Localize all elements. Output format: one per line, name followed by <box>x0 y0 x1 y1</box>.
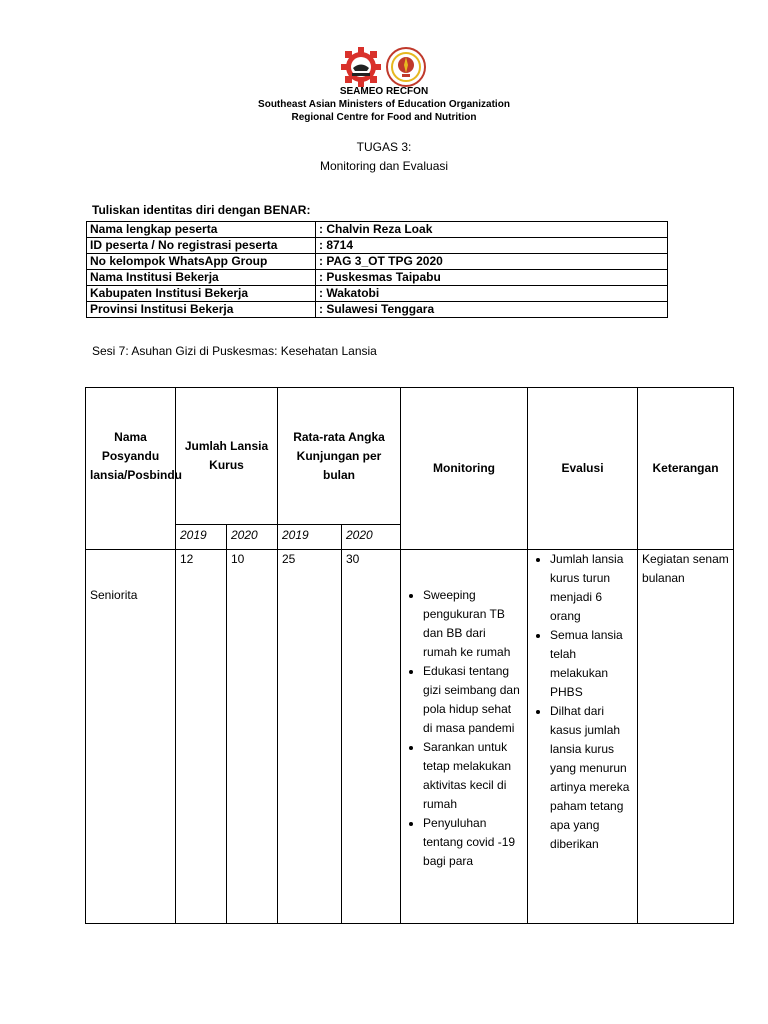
keterangan-cell: Kegiatan senam bulanan <box>638 550 734 924</box>
evaluasi-list <box>532 550 633 854</box>
value-jumlah-2019: 12 <box>176 550 227 924</box>
header-keterangan: Keterangan <box>638 388 734 550</box>
identity-label: Nama lengkap peserta <box>87 222 316 238</box>
year-label: 2019 <box>176 525 227 550</box>
year-label: 2020 <box>227 525 278 550</box>
monitoring-table <box>85 387 734 924</box>
year-label: 2019 <box>278 525 342 550</box>
identity-label: Provinsi Institusi Bekerja <box>87 302 316 318</box>
year-label: 2020 <box>342 525 401 550</box>
session-title: Sesi 7: Asuhan Gizi di Puskesmas: Kesehatan Lansia <box>92 344 377 358</box>
identity-value: : Sulawesi Tenggara <box>316 302 668 318</box>
centre-name: Regional Centre for Food and Nutrition <box>291 112 477 123</box>
identity-table <box>86 221 668 318</box>
monitoring-item: • Sarankan untuk tetap melakukan aktivitas kecil di rumah <box>423 738 523 814</box>
recfon-logo <box>385 46 427 88</box>
header-posyandu-spacer <box>86 525 176 550</box>
identity-instruction: Tuliskan identitas diri dengan BENAR: <box>92 203 311 217</box>
identity-row <box>87 254 668 270</box>
identity-value: : Wakatobi <box>316 286 668 302</box>
evaluasi-item: • Dilhat dari kasus jumlah lansia kurus yang menurun artinya mereka paham tetang apa yang diberikan <box>550 702 633 854</box>
identity-label: Kabupaten Institusi Bekerja <box>87 286 316 302</box>
identity-row <box>87 302 668 318</box>
header-jumlah: Jumlah Lansia Kurus <box>176 388 278 525</box>
monitoring-item: • Edukasi tentang gizi seimbang dan pola hidup sehat di masa pandemi <box>423 662 523 738</box>
identity-label: ID peserta / No registrasi peserta <box>87 238 316 254</box>
posyandu-name: Seniorita <box>86 550 176 924</box>
value-jumlah-2020: 10 <box>227 550 278 924</box>
identity-label: Nama Institusi Bekerja <box>87 270 316 286</box>
identity-row <box>87 238 668 254</box>
header-evaluasi: Evalusi <box>528 388 638 550</box>
value-rata-2020: 30 <box>342 550 401 924</box>
header-rata: Rata-rata Angka Kunjungan per bulan <box>278 388 401 525</box>
evaluasi-cell <box>528 550 638 924</box>
value-rata-2019: 25 <box>278 550 342 924</box>
header-posyandu: Nama Posyandu lansia/Posbindu <box>86 388 176 525</box>
monitoring-item: • Penyuluhan tentang covid -19 bagi para <box>423 814 523 871</box>
seameo-logo <box>340 46 382 88</box>
identity-value: : 8714 <box>316 238 668 254</box>
identity-value: : Chalvin Reza Loak <box>316 222 668 238</box>
identity-row <box>87 270 668 286</box>
monitoring-item: • Sweeping pengukuran TB dan BB dari rumah ke rumah <box>423 586 523 662</box>
task-title: TUGAS 3: <box>356 140 412 154</box>
monitoring-list <box>405 586 523 871</box>
identity-row <box>87 286 668 302</box>
header-monitoring: Monitoring <box>401 388 528 550</box>
monitoring-cell <box>401 550 528 924</box>
evaluasi-item: • Semua lansia telah melakukan PHBS <box>550 626 633 702</box>
org-full-name: Southeast Asian Ministers of Education Organization <box>258 99 510 110</box>
org-short-name: SEAMEO RECFON <box>339 86 429 97</box>
evaluasi-item: • Jumlah lansia kurus turun menjadi 6 orang <box>550 550 633 626</box>
identity-value: : Puskesmas Taipabu <box>316 270 668 286</box>
identity-label: No kelompok WhatsApp Group <box>87 254 316 270</box>
task-subtitle: Monitoring dan Evaluasi <box>319 159 449 173</box>
identity-value: : PAG 3_OT TPG 2020 <box>316 254 668 270</box>
identity-row <box>87 222 668 238</box>
